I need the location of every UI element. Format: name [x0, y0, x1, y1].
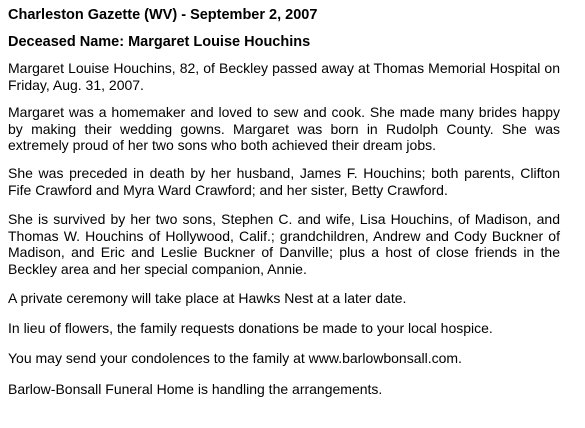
paragraph-funeral-home: Barlow-Bonsall Funeral Home is handling the arrangements.	[8, 381, 383, 397]
paragraph-condolences: You may send your condolences to the family at www.barlowbonsall.com.	[8, 350, 462, 366]
paragraph-survived: She is survived by her two sons, Stephen C. and wife, Lisa Houchins, of Madison, and Thomas W. Houchins of Hollywood, Calif.; grandchildren, Andrew and Cody Buckner of Madison, and Eric and Leslie Buckner of Danville; plus a host of close friends in the Beckley area and her special companion, Annie.	[8, 211, 560, 277]
deceased-name-heading: Deceased Name: Margaret Louise Houchins	[8, 34, 311, 50]
source-heading: Charleston Gazette (WV) - September 2, 2007	[8, 7, 318, 23]
paragraph-donations: In lieu of flowers, the family requests donations be made to your local hospice.	[8, 320, 493, 336]
paragraph-preceded: She was preceded in death by her husband, James F. Houchins; both parents, Clifton Fife Crawford and Myra Ward Crawford; and her sister, Betty Crawford.	[8, 165, 560, 198]
paragraph-death-notice: Margaret Louise Houchins, 82, of Beckley passed away at Thomas Memorial Hospital on Friday, Aug. 31, 2007.	[8, 60, 560, 93]
paragraph-life: Margaret was a homemaker and loved to sew and cook. She made many brides happy by making their wedding gowns. Margaret was born in Rudolph County. She was extremely proud of her two sons who both achieved their dream jobs.	[8, 104, 560, 153]
paragraph-ceremony: A private ceremony will take place at Hawks Nest at a later date.	[8, 290, 407, 306]
